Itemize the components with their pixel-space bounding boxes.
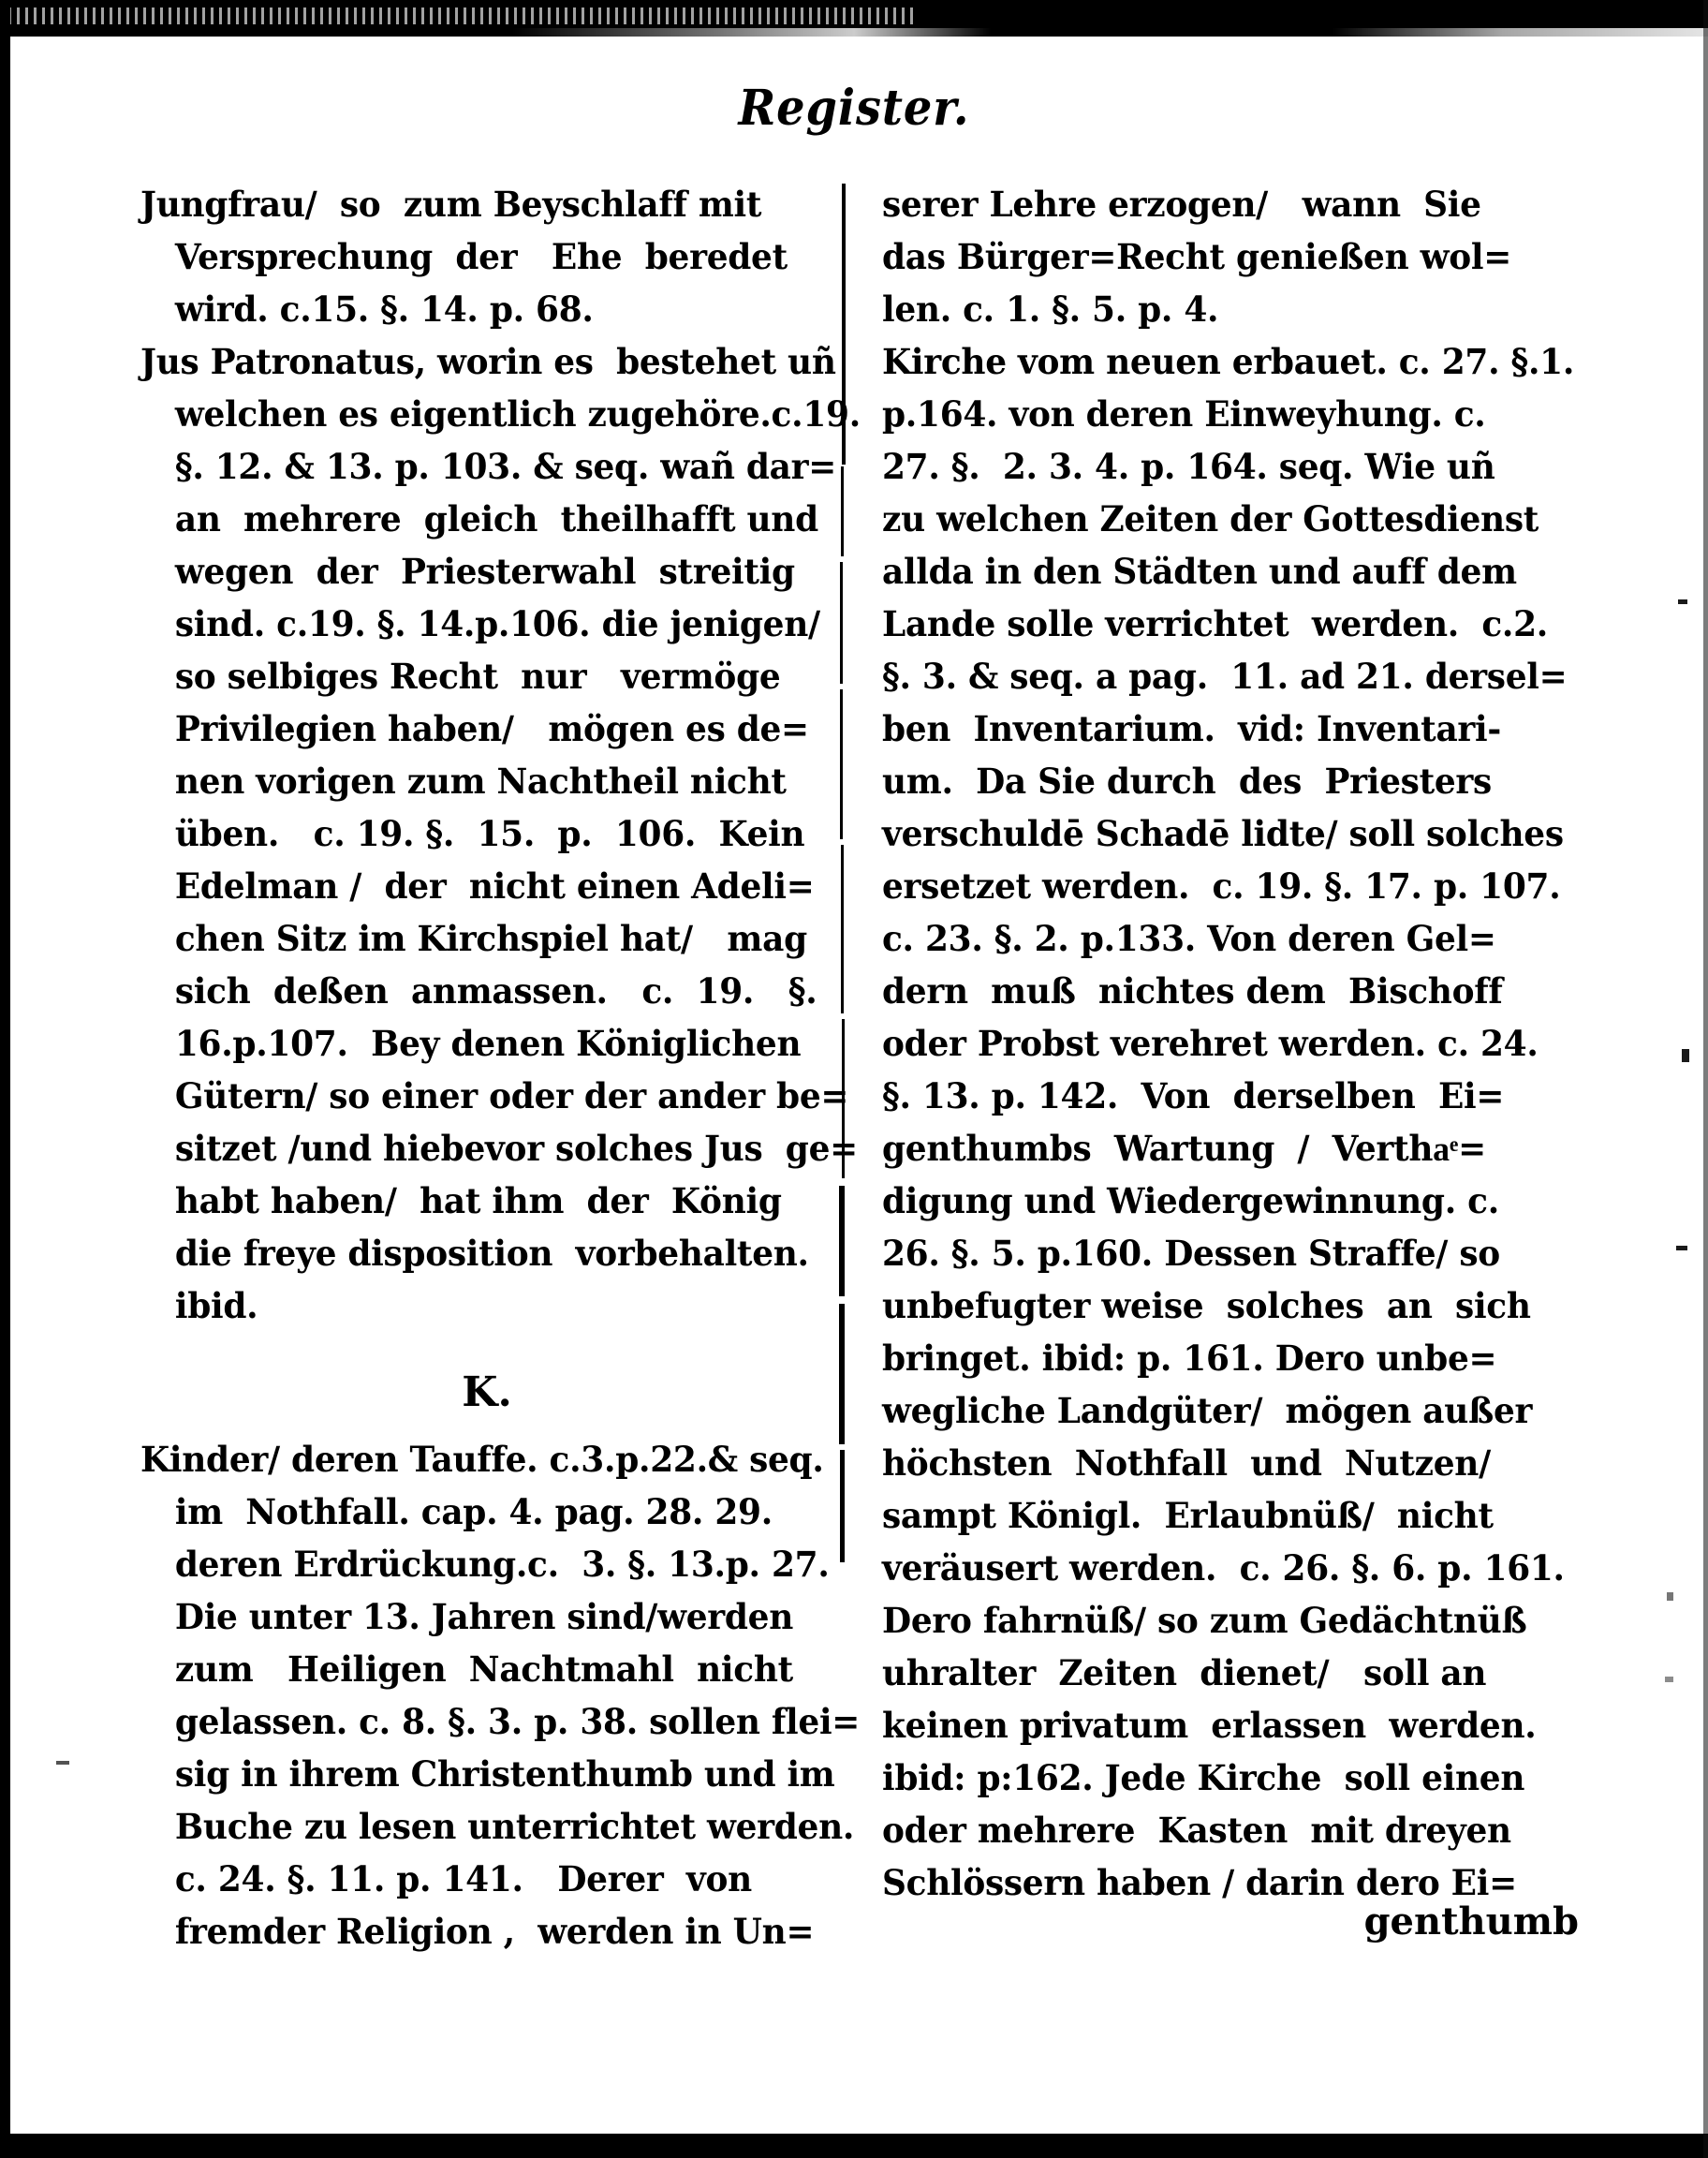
entry-line: Kirche vom neuen erbauet. c. 27. §.1. <box>882 341 1575 382</box>
entry-line: serer Lehre erzogen/ wann Sie <box>882 184 1481 225</box>
entry-line: 26. §. 5. p.160. Dessen Straffe/ so <box>882 1233 1500 1274</box>
entry-line: das Bürger=Recht genießen wol= <box>882 236 1511 277</box>
entry-line: Versprechung der Ehe beredet <box>174 236 788 277</box>
entry-line: 16.p.107. Bey denen Königlichen <box>174 1023 802 1064</box>
entry-line: Schlössern haben / darin dero Ei= <box>882 1862 1517 1903</box>
entry-line: sich deßen anmassen. c. 19. §. <box>174 970 817 1012</box>
entry-line: wird. c.15. §. 14. p. 68. <box>174 288 594 330</box>
entry-line: ibid. <box>174 1285 258 1326</box>
entry-line: zu welchen Zeiten der Gottesdienst <box>882 498 1539 540</box>
entry-line: Privilegien haben/ mögen es de= <box>174 708 809 749</box>
entry-line: so selbiges Recht nur vermöge <box>174 656 781 697</box>
entry-line: dern muß nichtes dem Bischoff <box>882 970 1503 1012</box>
right-column <box>882 178 1575 1958</box>
entry-line: fremder Religion , werden in Un= <box>174 1911 815 1952</box>
entry-line: welchen es eigentlich zugehöre.c.19. <box>174 393 861 435</box>
section-letter-heading: K. <box>462 1368 512 1416</box>
margin-fleck <box>1676 1246 1687 1250</box>
entry-line: uhralter Zeiten dienet/ soll an <box>882 1652 1487 1693</box>
entry-line: veräusert werden. c. 26. §. 6. p. 161. <box>882 1547 1565 1589</box>
margin-fleck <box>56 1761 69 1765</box>
entry-line: wegliche Landgüter/ mögen außer <box>882 1390 1533 1431</box>
entry-line: keinen privatum erlassen werden. <box>882 1705 1537 1746</box>
page-title: Register. <box>738 80 970 137</box>
scan-edge-right <box>1703 0 1708 2158</box>
entry-line: die freye disposition vorbehalten. <box>174 1233 809 1274</box>
entry-line: wegen der Priesterwahl streitig <box>174 551 795 592</box>
entry-line: genthumbs Wartung / Verthaͤ= <box>882 1128 1486 1169</box>
entry-line: unbefugter weise solches an sich <box>882 1285 1531 1326</box>
entry-line: gelassen. c. 8. §. 3. p. 38. sollen flei= <box>174 1701 861 1742</box>
margin-fleck <box>1667 1592 1673 1601</box>
entry-line: bringet. ibid: p. 161. Dero unbe= <box>882 1338 1497 1379</box>
entry-line: Buche zu lesen unterrichtet werden. <box>174 1806 855 1847</box>
scan-edge-bottom <box>0 2134 1708 2158</box>
entry-line: höchsten Nothfall und Nutzen/ <box>882 1442 1491 1484</box>
body-columns <box>140 178 1583 1958</box>
entry-line: c. 23. §. 2. p.133. Von deren Gel= <box>882 918 1496 959</box>
entry-line: verschuldē Schadē lidte/ soll solches <box>882 813 1564 854</box>
entry-line: c. 24. §. 11. p. 141. Derer von <box>174 1858 752 1899</box>
entry-line: nen vorigen zum Nachtheil nicht <box>174 761 787 802</box>
entry-line: zum Heiligen Nachtmahl nicht <box>174 1648 793 1690</box>
margin-fleck <box>1665 1677 1673 1682</box>
entry-line: Dero fahrnüß/ so zum Gedächtnüß <box>882 1600 1527 1641</box>
scan-edge-left <box>0 0 10 2158</box>
entry-line: §. 12. & 13. p. 103. & seq. wañ dar= <box>174 446 837 487</box>
entry-line: len. c. 1. §. 5. p. 4. <box>882 288 1219 330</box>
entry-line: um. Da Sie durch des Priesters <box>882 761 1492 802</box>
entry-line: ibid: p:162. Jede Kirche soll einen <box>882 1757 1525 1798</box>
entry-line: digung und Wiedergewinnung. c. <box>882 1180 1499 1221</box>
index-entry-jungfrau <box>140 178 833 335</box>
entry-line: sind. c.19. §. 14.p.106. die jenigen/ <box>174 603 820 644</box>
scan-edge-top <box>0 0 1708 28</box>
entry-line: üben. c. 19. §. 15. p. 106. Kein <box>174 813 805 854</box>
index-entry-continuation <box>882 178 1553 335</box>
entry-line: 27. §. 2. 3. 4. p. 164. seq. Wie uñ <box>882 446 1495 487</box>
entry-line: §. 3. & seq. a pag. 11. ad 21. dersel= <box>882 656 1568 697</box>
scan-edge-speckle <box>0 7 918 24</box>
margin-fleck <box>1678 599 1687 604</box>
index-entry-kirche <box>882 335 1575 1909</box>
entry-line: sitzet /und hiebevor solches Jus ge= <box>174 1128 858 1169</box>
entry-line: im Nothfall. cap. 4. pag. 28. 29. <box>174 1491 773 1532</box>
entry-line: Edelman / der nicht einen Adeli= <box>174 865 815 907</box>
entry-line: Kinder/ deren Tauffe. c.3.p.22.& seq. <box>140 1439 824 1480</box>
entry-line: §. 13. p. 142. Von derselben Ei= <box>882 1075 1505 1116</box>
entry-line: ersetzet werden. c. 19. §. 17. p. 107. <box>882 865 1561 907</box>
entry-line: ben Inventarium. vid: Inventari- <box>882 708 1501 749</box>
entry-line: sig in ihrem Christenthumb und im <box>174 1753 835 1795</box>
entry-line: Lande solle verrichtet werden. c.2. <box>882 603 1549 644</box>
entry-line: deren Erdrückung.c. 3. §. 13.p. 27. <box>174 1544 830 1585</box>
catchword: genthumb <box>1363 1899 1579 1944</box>
entry-line: Die unter 13. Jahren sind/werden <box>174 1596 794 1637</box>
margin-fleck <box>1682 1049 1689 1062</box>
entry-line: allda in den Städten und auff dem <box>882 551 1517 592</box>
entry-line: oder mehrere Kasten mit dreyen <box>882 1810 1511 1851</box>
entry-line: an mehrere gleich theilhafft und <box>174 498 818 540</box>
index-entry-jus-patronatus <box>140 335 861 1332</box>
entry-line: sampt Königl. Erlaubnüß/ nicht <box>882 1495 1494 1536</box>
entry-line: p.164. von deren Einweyhung. c. <box>882 393 1486 435</box>
entry-line: Jus Patronatus, worin es bestehet uñ <box>140 341 836 382</box>
left-column <box>140 178 861 1958</box>
index-entry-kinder <box>140 1433 861 1958</box>
entry-line: oder Probst verehret werden. c. 24. <box>882 1023 1539 1064</box>
entry-line: Jungfrau/ so zum Beyschlaff mit <box>140 184 762 225</box>
entry-line: Gütern/ so einer oder der ander be= <box>174 1075 849 1116</box>
entry-line: chen Sitz im Kirchspiel hat/ mag <box>174 918 807 959</box>
entry-line: habt haben/ hat ihm der König <box>174 1180 782 1221</box>
